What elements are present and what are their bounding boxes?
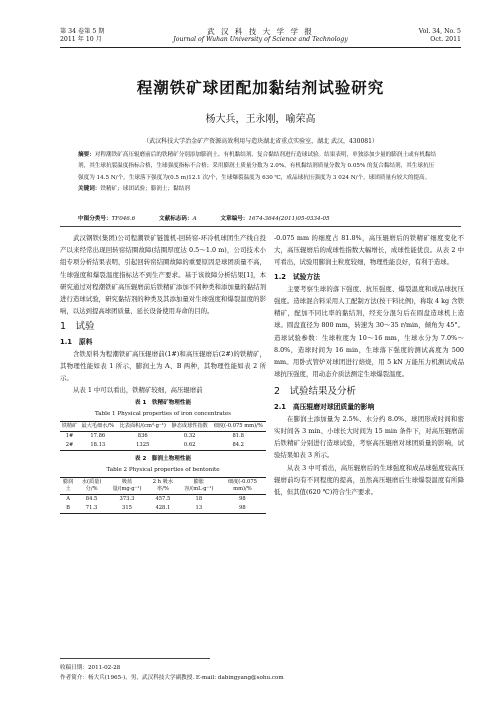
table-row	[60, 504, 266, 514]
footnotes	[60, 663, 284, 683]
table2-header: 膨润土	[60, 477, 76, 494]
table2-cell: 18	[195, 495, 203, 502]
table2-cell: A	[66, 495, 70, 502]
table-row	[60, 494, 266, 504]
materials-paragraph-2: 从表 1 中可以看出，铁精矿较细，高压辊磨前	[73, 386, 203, 395]
table2-cell: 315	[107, 504, 147, 514]
materials-paragraph: 含铁原料为程潮铁矿高压辊磨前(1#)和高压辊磨后(2#)的铁精矿，其物理性能如表 1 所示，膨润土为 A、B 两种，其物理性能如表 2 所示。	[60, 349, 266, 383]
header-rule	[60, 47, 461, 48]
authors: 杨大兵，王永刚，喻荣高	[205, 114, 316, 125]
table1-header: 铁精矿	[60, 421, 79, 431]
table2-caption-en: Table 2 Physical properties of bentonite	[106, 466, 220, 473]
footnote-rule	[60, 658, 210, 659]
table1-header: 最大毛细水/%	[79, 421, 117, 431]
article-id: 文章编号：1674-3644(2011)05-0334-05	[220, 216, 330, 222]
received-date: 收稿日期：2011-02-28	[60, 665, 121, 671]
table1-cell: 0.32	[183, 432, 196, 439]
table1-cell: 0.62	[169, 441, 211, 451]
header-center	[60, 28, 461, 44]
section-1-1-heading: 1.1 原料	[60, 337, 93, 346]
table1-cell: 17.86	[90, 432, 106, 439]
affiliation: （武汉科技大学冶金矿产资源高效利用与造块湖北省重点实验室，湖北 武汉，430081）	[143, 138, 378, 145]
table1-header-row	[60, 421, 266, 431]
table2-cell: 84.5	[85, 495, 98, 502]
keywords-label: 关键词：	[78, 185, 101, 192]
table2-header: 2 h 吸水率/%	[147, 477, 179, 494]
table2-cell: B	[60, 504, 76, 514]
table2-cell: 373.3	[119, 495, 135, 502]
right-column	[274, 232, 464, 498]
abstract-rule	[60, 226, 461, 227]
method-paragraph: 主要考察生球的落下强度、抗压强度、爆裂温度和成品球抗压强度。造球混合料采用人工配制方法(按干料比例)，称取 4 kg 含铁精矿，配加不同比率的黏结剂，经充分混匀后在圆盘造球机上造球。圆盘直径为 800 mm，转速为 30～35 r/min，倾角为 45°。造球试验参数：生球粒度为 10～16 mm，生球水分为 7.0%～8.0%，造球时间为 16 min，生球落下强度的测试高度为 500 mm。用卧式管炉对球团进行焙烧，用 5 kN 万能压力机测试成品球抗压强度，用动态介质法测定生球爆裂温度。	[274, 284, 464, 379]
table1-cell: 2#	[60, 441, 79, 451]
table1-cell: 18.13	[79, 441, 117, 451]
intro-paragraph: 武汉钢铁(集团)公司程潮铁矿链篦机-回转窑-环冷机球团生产线自投产以来经常出现回转窑结圈故障(结圈厚度达 0.5～1.0 m)，公司技术小组专项分析结果表明，引起回转窑结圈故障的重要原因是球团质量不高，生球强度和爆裂温度指标达不到生产要求。基于该故障分析结果[1]，本研究通过对程潮铁矿高压辊磨前后铁精矿添加不同种类和添加量的黏结剂进行造球试验，研究黏结剂的种类及其添加量对生球强度和爆裂温度的影响，以达到提高球团质量、延长设备使用寿命的目的。	[60, 234, 266, 316]
table2-header-row	[60, 477, 266, 494]
paper-title: 程潮铁矿球团配加黏结剂试验研究	[136, 79, 385, 97]
table1-cell: 1#	[65, 432, 74, 439]
table2-cell: 457.5	[155, 495, 171, 502]
table1-cell: 84.2	[210, 441, 266, 451]
table2	[60, 477, 266, 514]
results-paragraph-2: 从表 3 中可看出，高压辊磨后的生球强度和成品球强度较高压辊磨前均有不同程度的提高，虽然高压辊磨后生球爆裂温度有所降低，但其值(620 ℃)符合生产要求。	[274, 463, 464, 497]
table2-cell: 98	[239, 495, 246, 502]
journal-cn: 武 汉 科 技 大 学 学 报	[207, 27, 314, 36]
table1-cell: 1325	[117, 441, 169, 451]
table-row	[60, 431, 266, 441]
keywords-text: 铁精矿；球团试验；膨润土；黏结剂	[100, 185, 190, 192]
table2-header: 膨胀容/(mL·g⁻¹)	[179, 477, 219, 494]
section-1-2-heading: 1.2 试验方法	[274, 272, 321, 281]
table1-caption-en: Table 1 Physical properties of iron concentrates	[94, 410, 232, 417]
table1-caption-cn: 表 1 铁精矿物理性能	[134, 399, 192, 406]
table1	[60, 421, 266, 451]
journal-en: Journal of Wuhan University of Science and Technology	[173, 36, 348, 43]
section-1-heading: 1 试验	[60, 321, 95, 333]
left-column	[60, 232, 266, 518]
table1-cell: 81.8	[232, 432, 244, 439]
section-2-1-heading: 2.1 高压辊磨对球团质量的影响	[274, 402, 375, 411]
table2-header: 吸蓝量/(mg·g⁻¹)	[107, 477, 147, 494]
table1-cell: 836	[137, 432, 148, 439]
table2-header: 水(质量)分/%	[76, 477, 107, 494]
volume-cn: 第 34 卷第 5 期	[60, 28, 105, 35]
table-row	[60, 441, 266, 451]
table1-header: 静态成球性指数	[169, 421, 211, 431]
classification-line	[78, 214, 437, 222]
abstract-label: 摘要：	[78, 152, 95, 158]
header-right	[419, 28, 461, 44]
document-code: 文献标志码：A	[159, 216, 197, 222]
section-2-heading: 2 试验结果及分析	[274, 386, 357, 398]
table1-header: 细度(-0.075 mm)/%	[210, 421, 266, 431]
author-bio: 作者简介：杨大兵(1965-)，男，武汉科技大学副教授. E-mail: dabingyang@sohu.com	[60, 675, 284, 681]
volume-en: Vol. 34, No. 5	[418, 28, 461, 35]
abstract-block	[78, 150, 437, 195]
date-cn: 2011 年 10 月	[60, 36, 102, 43]
table2-header: 细度(-0.075 mm)/%	[219, 477, 266, 494]
fineness-paragraph: -0.075 mm 的细度占 81.8%，高压辊磨后的铁精矿细度变化不大，高压辊磨后的成球性指数大幅增长，成球性能优良。从表 2 中可看出，试验用膨润土粒度较细，物理性能良好，有利于造球。	[274, 234, 464, 267]
table2-cell: 428.1	[147, 504, 179, 514]
table2-caption-cn: 表 2 膨润土物理性能	[134, 455, 192, 462]
table2-cell: 71.3	[76, 504, 107, 514]
abstract-text: 对程潮铁矿高压辊磨前后的铁精矿分别添加膨润土、有机黏结剂、复合黏结剂进行造球试验。结果表明，单独添加少量的膨润土或有机黏结剂，其生球抗裂温度指标合格，生球强度指标不合格；采用膨润土质量分数为 2.0%，有机黏结剂质量分数为 0.05% 的复合黏结剂，其生球抗压强度为 14.5 N/个，生球落下强度为(0.5 m)12.1 次/个，生球爆裂温度为 630 ℃，成品球抗压强度为 3 024 N/个，球团质量有较大的提高。	[78, 152, 437, 181]
date-en: Oct. 2011	[430, 36, 461, 43]
table1-header: 比表面积/(cm²·g⁻¹)	[117, 421, 169, 431]
results-paragraph: 在膨润土添加量为 2.5%、水分约 8.0%、球团形成时间和密实时间各 3 min、小球长大时间为 15 min 条件下，对高压辊磨前后铁精矿分别进行造球试验，考察高压辊磨对球团质量的影响，试验结果如表 3 所示。	[274, 414, 464, 460]
table2-cell: 98	[219, 504, 266, 514]
table2-cell: 13	[179, 504, 219, 514]
clc-number: 中图分类号：TF046.6	[78, 216, 136, 222]
